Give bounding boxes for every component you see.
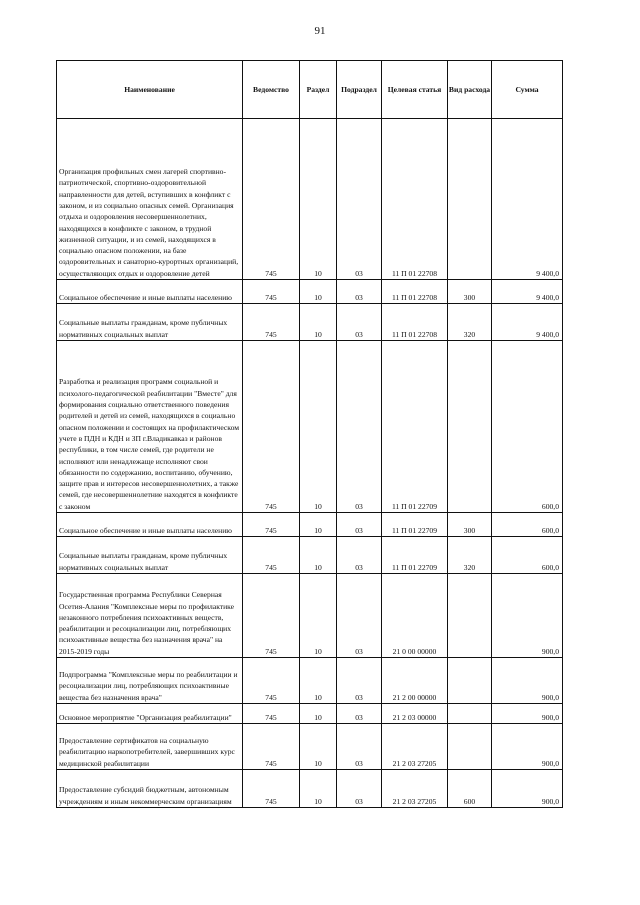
cell-section: 10 bbox=[300, 770, 337, 808]
budget-table bbox=[56, 60, 563, 808]
cell-section: 10 bbox=[300, 513, 337, 537]
cell-ministry: 745 bbox=[243, 704, 300, 724]
cell-subsection: 03 bbox=[337, 574, 382, 658]
cell-sum: 9 400,0 bbox=[492, 304, 563, 341]
cell-subsection: 03 bbox=[337, 537, 382, 574]
cell-section: 10 bbox=[300, 704, 337, 724]
cell-target: 21 2 03 27205 bbox=[382, 770, 448, 808]
cell-expense: 300 bbox=[448, 280, 492, 304]
cell-subsection: 03 bbox=[337, 341, 382, 513]
cell-subsection: 03 bbox=[337, 280, 382, 304]
table-row bbox=[57, 280, 563, 304]
cell-ministry: 745 bbox=[243, 574, 300, 658]
header-expense: Вид расхода bbox=[448, 61, 492, 119]
table-row bbox=[57, 658, 563, 704]
cell-target: 11 П 01 22708 bbox=[382, 280, 448, 304]
cell-section: 10 bbox=[300, 537, 337, 574]
cell-sum: 9 400,0 bbox=[492, 280, 563, 304]
header-row bbox=[57, 61, 563, 119]
cell-expense bbox=[448, 119, 492, 280]
cell-target: 11 П 01 22708 bbox=[382, 119, 448, 280]
cell-sum: 900,0 bbox=[492, 574, 563, 658]
cell-expense bbox=[448, 658, 492, 704]
table-row bbox=[57, 770, 563, 808]
cell-target: 11 П 01 22709 bbox=[382, 341, 448, 513]
cell-expense bbox=[448, 724, 492, 770]
cell-sum: 900,0 bbox=[492, 658, 563, 704]
table-row bbox=[57, 513, 563, 537]
cell-expense: 320 bbox=[448, 537, 492, 574]
table-body bbox=[57, 119, 563, 808]
cell-subsection: 03 bbox=[337, 658, 382, 704]
cell-target: 21 0 00 00000 bbox=[382, 574, 448, 658]
cell-name: Организация профильных смен лагерей спортивно-патриотической, спортивно-оздоровительной направленности для детей, вступивших в конфликт с законом, и из социально опасных семей. Организация отдыха и оздоровления несовершеннолетних, находящихся в конфликте с законом, в трудной жизненной ситуации, и из семей, находящихся в социально опасном положении, на базе оздоровительных и санаторно-курортных организаций, осуществляющих отдых и оздоровление детей bbox=[57, 119, 243, 280]
cell-target: 11 П 01 22709 bbox=[382, 537, 448, 574]
table-row bbox=[57, 341, 563, 513]
header-subsection: Подраздел bbox=[337, 61, 382, 119]
cell-sum: 9 400,0 bbox=[492, 119, 563, 280]
table-row bbox=[57, 304, 563, 341]
cell-sum: 600,0 bbox=[492, 513, 563, 537]
cell-expense: 320 bbox=[448, 304, 492, 341]
cell-target: 21 2 03 27205 bbox=[382, 724, 448, 770]
cell-ministry: 745 bbox=[243, 280, 300, 304]
table-row bbox=[57, 537, 563, 574]
cell-sum: 900,0 bbox=[492, 770, 563, 808]
cell-name: Предоставление субсидий бюджетным, автономным учреждениям и иным некоммерческим организациям bbox=[57, 770, 243, 808]
cell-sum: 600,0 bbox=[492, 341, 563, 513]
cell-section: 10 bbox=[300, 574, 337, 658]
cell-name: Социальные выплаты гражданам, кроме публичных нормативных социальных выплат bbox=[57, 304, 243, 341]
cell-ministry: 745 bbox=[243, 304, 300, 341]
cell-section: 10 bbox=[300, 304, 337, 341]
cell-name: Подпрограмма "Комплексные меры по реабилитации и ресоциализации лиц, потребляющих психоактивные вещества без назначения врача" bbox=[57, 658, 243, 704]
cell-target: 21 2 00 00000 bbox=[382, 658, 448, 704]
cell-subsection: 03 bbox=[337, 119, 382, 280]
cell-name: Предоставление сертификатов на социальную реабилитацию наркопотребителей, завершивших курс медицинской реабилитации bbox=[57, 724, 243, 770]
cell-section: 10 bbox=[300, 658, 337, 704]
cell-subsection: 03 bbox=[337, 724, 382, 770]
header-sum: Сумма bbox=[492, 61, 563, 119]
cell-sum: 600,0 bbox=[492, 537, 563, 574]
table-row bbox=[57, 704, 563, 724]
header-ministry: Ведомство bbox=[243, 61, 300, 119]
cell-subsection: 03 bbox=[337, 513, 382, 537]
cell-section: 10 bbox=[300, 724, 337, 770]
cell-section: 10 bbox=[300, 341, 337, 513]
cell-name: Государственная программа Республики Северная Осетия-Алания "Комплексные меры по профилактике незаконного потребления психоактивных веществ, реабилитации и ресоциализации лиц, потребляющих психоактивные вещества без назначения врача" на 2015-2019 годы bbox=[57, 574, 243, 658]
header-section: Раздел bbox=[300, 61, 337, 119]
cell-subsection: 03 bbox=[337, 304, 382, 341]
cell-subsection: 03 bbox=[337, 704, 382, 724]
cell-ministry: 745 bbox=[243, 537, 300, 574]
cell-name: Разработка и реализация программ социальной и психолого-педагогической реабилитации "Вместе" для формирования социально ответственного поведения родителей и детей из семей, находящихся в социально опасном положении и состоящих на профилактическом учете в ПДН и КДН и ЗП г.Владикавказ и районов республики, в том числе семей, где родители не исполняют или ненадлежаще исполняют свои обязанности по содержанию, воспитанию, обучению, защите прав и интересов несовершеннолетних, а также семей, где несовершеннолетние находятся в конфликте с законом bbox=[57, 341, 243, 513]
cell-name: Основное мероприятие "Организация реабилитации" bbox=[57, 704, 243, 724]
header-name: Наименование bbox=[57, 61, 243, 119]
cell-sum: 900,0 bbox=[492, 724, 563, 770]
table-row bbox=[57, 574, 563, 658]
table-row bbox=[57, 724, 563, 770]
cell-ministry: 745 bbox=[243, 770, 300, 808]
cell-ministry: 745 bbox=[243, 724, 300, 770]
cell-expense bbox=[448, 704, 492, 724]
cell-sum: 900,0 bbox=[492, 704, 563, 724]
cell-expense: 600 bbox=[448, 770, 492, 808]
cell-name: Социальные выплаты гражданам, кроме публичных нормативных социальных выплат bbox=[57, 537, 243, 574]
table-row bbox=[57, 119, 563, 280]
header-target: Целевая статья bbox=[382, 61, 448, 119]
cell-target: 11 П 01 22708 bbox=[382, 304, 448, 341]
cell-section: 10 bbox=[300, 280, 337, 304]
cell-section: 10 bbox=[300, 119, 337, 280]
cell-ministry: 745 bbox=[243, 119, 300, 280]
cell-expense bbox=[448, 574, 492, 658]
cell-subsection: 03 bbox=[337, 770, 382, 808]
cell-ministry: 745 bbox=[243, 658, 300, 704]
cell-ministry: 745 bbox=[243, 513, 300, 537]
page-number: 91 bbox=[314, 25, 326, 37]
cell-expense bbox=[448, 341, 492, 513]
cell-name: Социальное обеспечение и иные выплаты населению bbox=[57, 513, 243, 537]
cell-ministry: 745 bbox=[243, 341, 300, 513]
cell-name: Социальное обеспечение и иные выплаты населению bbox=[57, 280, 243, 304]
cell-target: 21 2 03 00000 bbox=[382, 704, 448, 724]
cell-target: 11 П 01 22709 bbox=[382, 513, 448, 537]
cell-expense: 300 bbox=[448, 513, 492, 537]
